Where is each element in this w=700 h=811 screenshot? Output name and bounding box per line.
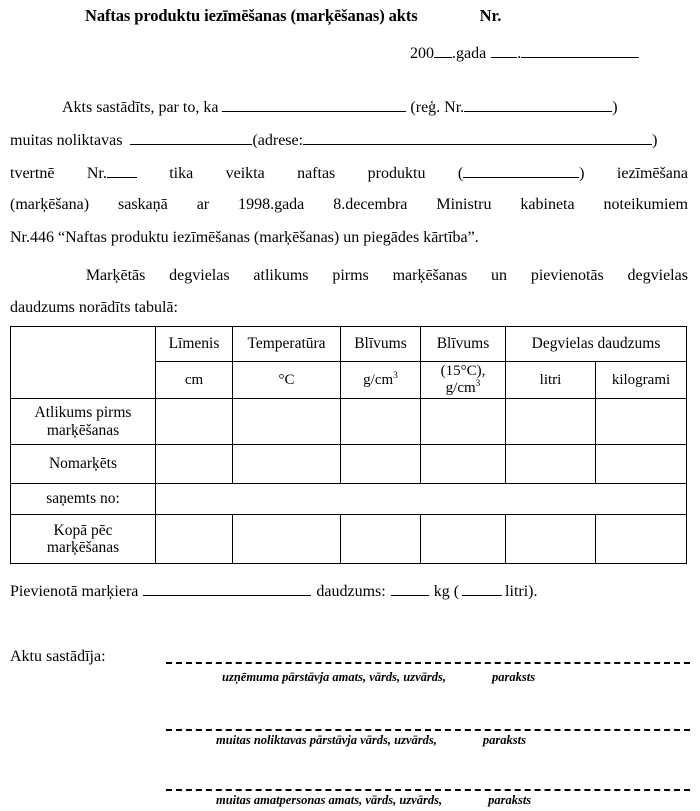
paragraph-line-6 — [10, 267, 688, 285]
signature-caption-1 — [222, 670, 535, 685]
line3-word-veikta: veikta — [225, 165, 265, 183]
row-label-kopa-line2: marķēšanas — [46, 539, 120, 556]
signature-caption-1-paraksts: paraksts — [492, 670, 536, 684]
header-blivums15-unit-line — [421, 380, 505, 397]
line2-text-a: muitas noliktavas — [10, 132, 123, 150]
date-separator-dot: . — [517, 45, 522, 63]
header-blivums-15c: Blīvums — [421, 327, 506, 362]
line6-word-markesanas: marķēšanas — [392, 267, 468, 284]
line6-word-pievienotas: pievienotās — [530, 267, 604, 284]
line6-word-degvielas: degvielas — [169, 267, 230, 284]
header-blivums-unit-exponent: 3 — [393, 370, 398, 381]
header-degvielas-daudzums: Degvielas daudzums — [506, 327, 687, 362]
signature-caption-2 — [216, 733, 526, 748]
marker-text-a: Pievienotā marķiera — [10, 583, 139, 601]
cell-nomarkets-kilogrami[interactable] — [596, 445, 687, 484]
row-label-atlikums-line2: marķēšanas — [46, 421, 120, 439]
line4-word-saskana: saskaņā — [118, 196, 168, 213]
row-label-sanemts-no: saņemts no: — [11, 484, 156, 515]
table-row — [11, 484, 687, 515]
row-label-atlikums-line1: Atlikums pirms — [34, 404, 132, 422]
date-month-blank[interactable] — [521, 42, 639, 58]
cell-kopa-litri[interactable] — [506, 515, 596, 564]
cell-nomarkets-temperatura[interactable] — [233, 445, 341, 484]
line3-word-produktu: produktu — [367, 165, 426, 183]
line6-word-degvielas2: degvielas — [627, 267, 688, 284]
line3-word-nr — [87, 162, 137, 183]
cell-atlikums-limenis[interactable] — [156, 399, 233, 445]
cell-kopa-blivums[interactable] — [341, 515, 421, 564]
tank-number-blank[interactable] — [107, 162, 137, 178]
cell-sanemts-no-value[interactable] — [156, 484, 687, 515]
cell-atlikums-blivums[interactable] — [341, 399, 421, 445]
marker-text-d: litri). — [505, 583, 538, 601]
line3-word-tvertne: tvertnē — [10, 165, 55, 183]
header-cell-empty — [11, 327, 156, 399]
line6-word-atlikums: atlikums — [253, 267, 309, 284]
fuel-measurement-table — [10, 326, 687, 564]
marker-kg-blank[interactable] — [391, 580, 429, 596]
table-row — [11, 515, 687, 564]
row-label-kopa-line1: Kopā pēc — [53, 521, 113, 539]
cell-atlikums-litri[interactable] — [506, 399, 596, 445]
header-blivums15-cond: (15°C), — [440, 363, 486, 380]
paragraph-line-2 — [10, 129, 688, 150]
paragraph-line-7: daudzums norādīts tabulā: — [10, 299, 178, 316]
cell-nomarkets-litri[interactable] — [506, 445, 596, 484]
line4-word-markesana: (marķēšana) — [10, 196, 90, 213]
paragraph-line-5: Nr.446 “Naftas produktu iezīmēšanas (marķēšanas) un piegādes kārtība”. — [10, 229, 479, 246]
signature-caption-3-role: muitas amatpersonas amats, vārds, uzvārds, — [216, 793, 443, 807]
signature-caption-1-role: uzņēmuma pārstāvja amats, vārds, uzvārds, — [222, 670, 446, 684]
header-blivums15-unit-base: g/cm — [445, 380, 476, 396]
line1-text-a: Akts sastādīts, par to, ka — [62, 99, 219, 117]
header-temperatura: Temperatūra — [233, 327, 341, 362]
line3-word-tika: tika — [169, 165, 194, 183]
line2-text-b: (adrese: — [252, 132, 304, 150]
document-number-label: Nr. — [479, 6, 502, 25]
line6-word-un: un — [491, 267, 508, 284]
cell-kopa-kilogrami[interactable] — [596, 515, 687, 564]
paragraph-line-3 — [10, 162, 688, 183]
cell-kopa-limenis[interactable] — [156, 515, 233, 564]
cell-kopa-blivums15[interactable] — [421, 515, 506, 564]
header-limenis-unit: cm — [156, 362, 233, 399]
cell-atlikums-temperatura[interactable] — [233, 399, 341, 445]
signature-caption-2-paraksts: paraksts — [482, 733, 526, 747]
signature-caption-3-paraksts: paraksts — [488, 793, 532, 807]
signature-caption-3 — [216, 793, 531, 808]
line6-word-marketas: Marķētās — [85, 267, 146, 284]
signature-intro-label: Aktu sastādīja: — [10, 648, 106, 665]
row-label-kopa-pec — [11, 515, 156, 564]
line4-word-date: 8.decembra — [333, 196, 408, 213]
line4-word-kabineta: kabineta — [520, 196, 575, 213]
line4-word-noteikumiem: noteikumiem — [603, 196, 688, 213]
header-blivums: Blīvums — [341, 327, 421, 362]
page-title: Naftas produktu iezīmēšanas (marķēšanas) akts — [85, 6, 418, 25]
cell-atlikums-blivums15[interactable] — [421, 399, 506, 445]
table-row — [11, 445, 687, 484]
cell-atlikums-kilogrami[interactable] — [596, 399, 687, 445]
line6-word-pirms: pirms — [332, 267, 369, 284]
header-temperatura-unit: °C — [233, 362, 341, 399]
date-day-blank[interactable] — [491, 42, 517, 58]
warehouse-address-blank[interactable] — [303, 129, 652, 145]
signature-line-1[interactable] — [166, 662, 690, 664]
title-row — [0, 6, 700, 26]
table-row — [11, 399, 687, 445]
signature-caption-2-role: muitas noliktavas pārstāvja vārds, uzvārds, — [216, 733, 437, 747]
table-header-row-top — [11, 327, 687, 362]
line2-text-c: ) — [652, 132, 658, 150]
product-name-blank[interactable] — [463, 162, 579, 178]
date-gada-label: .gada — [452, 45, 487, 63]
line4-word-ar: ar — [196, 196, 210, 213]
line4-word-ministru: Ministru — [436, 196, 492, 213]
cell-nomarkets-blivums15[interactable] — [421, 445, 506, 484]
header-kilogrami: kilogrami — [596, 362, 687, 399]
cell-kopa-temperatura[interactable] — [233, 515, 341, 564]
date-year-prefix: 200 — [410, 45, 434, 63]
header-blivums15-unit — [421, 362, 506, 399]
line3-product-group — [458, 162, 585, 183]
line1-text-c: ) — [612, 99, 618, 117]
header-litri: litri — [506, 362, 596, 399]
row-label-atlikums — [11, 399, 156, 445]
marker-name-blank[interactable] — [143, 580, 311, 596]
paragraph-line-1 — [10, 96, 688, 117]
signature-line-3[interactable] — [166, 789, 690, 791]
line3-word-iezimesana: iezīmēšana — [616, 165, 688, 183]
marker-text-b: daudzums: — [316, 583, 386, 601]
line3-nr-label: Nr. — [86, 165, 107, 183]
line4-word-year: 1998.gada — [238, 196, 305, 213]
paragraph-line-4 — [10, 196, 688, 214]
header-blivums15-unit-exponent: 3 — [475, 379, 481, 389]
company-name-blank[interactable] — [222, 96, 406, 112]
line3-open-paren: ( — [457, 165, 464, 183]
header-limenis: Līmenis — [156, 327, 233, 362]
date-year-blank[interactable] — [434, 42, 452, 58]
line1-text-b: (reģ. Nr. — [410, 99, 465, 117]
row-label-nomarkets: Nomarķēts — [11, 445, 156, 484]
line3-word-naftas: naftas — [297, 165, 336, 183]
header-blivums-unit — [341, 362, 421, 399]
marker-amount-line — [10, 580, 537, 601]
date-line — [410, 42, 639, 63]
fuel-table-wrapper — [10, 326, 686, 564]
signature-line-2[interactable] — [166, 729, 690, 731]
registration-number-blank[interactable] — [464, 96, 612, 112]
marker-text-c: kg ( — [433, 583, 460, 601]
cell-nomarkets-limenis[interactable] — [156, 445, 233, 484]
line3-close-paren: ) — [579, 165, 585, 183]
marker-litres-blank[interactable] — [462, 580, 502, 596]
header-blivums-unit-base: g/cm — [363, 371, 394, 388]
cell-nomarkets-blivums[interactable] — [341, 445, 421, 484]
warehouse-name-blank[interactable] — [130, 129, 252, 145]
